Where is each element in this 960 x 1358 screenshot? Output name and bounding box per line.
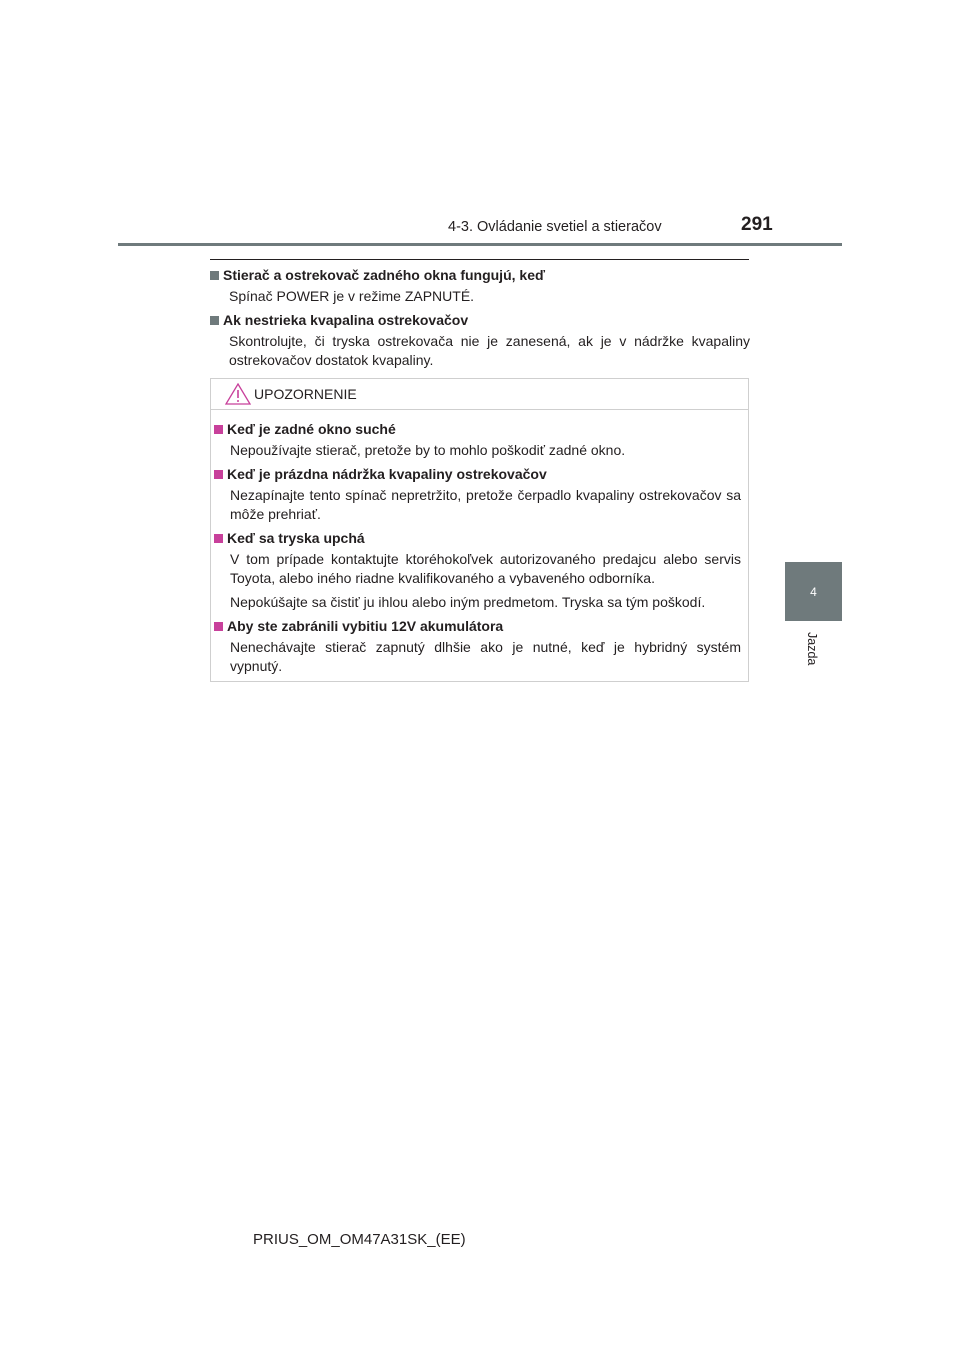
section-heading-text: Stierač a ostrekovač zadného okna fungujú, keď (223, 267, 546, 283)
caution-item-heading (214, 617, 741, 635)
section-heading (210, 311, 750, 329)
caution-item-text: Nepokúšajte sa čistiť ju ihlou alebo iným predmetom. Tryska sa tým poškodí. (230, 594, 706, 610)
caution-title: UPOZORNENIE (254, 386, 357, 402)
info-section (210, 311, 750, 370)
caution-item (211, 617, 741, 676)
document-code: PRIUS_OM_OM47A31SK_(EE) (253, 1231, 466, 1248)
warning-triangle-icon (225, 383, 251, 405)
page-number: 291 (741, 214, 773, 235)
section-heading-text: Ak nestrieka kvapalina ostrekovačov (223, 312, 469, 328)
info-section (210, 266, 750, 306)
section-heading (210, 266, 750, 284)
square-bullet-icon (210, 316, 219, 325)
main-content (210, 266, 750, 375)
caution-item-heading-text: Aby ste zabránili vybitiu 12V akumulátora (227, 618, 504, 634)
caution-item-heading-text: Keď sa tryska upchá (227, 530, 365, 546)
square-bullet-icon (214, 425, 223, 434)
caution-header (211, 379, 748, 410)
caution-item-heading (214, 529, 741, 547)
caution-body (211, 420, 741, 681)
caution-item-text: Nenechávajte stierač zapnutý dlhšie ako je nutné, keď je hybridný systém vypnutý. (230, 639, 741, 674)
section-text: Spínač POWER je v režime ZAPNUTÉ. (229, 288, 475, 304)
caution-item-heading-text: Keď je prázdna nádržka kvapaliny ostrekovačov (227, 466, 547, 482)
chapter-tab (785, 562, 842, 621)
header-rule (118, 243, 842, 246)
caution-item-text: Nezapínajte tento spínač nepretržito, pretože čerpadlo kvapaliny ostrekovačov sa môže prehriať. (230, 487, 741, 522)
caution-item-text: Nepoužívajte stierač, pretože by to mohlo poškodiť zadné okno. (230, 442, 626, 458)
chapter-label: Jazda (805, 632, 819, 666)
square-bullet-icon (214, 534, 223, 543)
caution-item-heading (214, 465, 741, 483)
caution-item-heading (214, 420, 741, 438)
square-bullet-icon (210, 271, 219, 280)
section-title: 4-3. Ovládanie svetiel a stieračov (448, 219, 662, 235)
square-bullet-icon (214, 622, 223, 631)
caution-item (211, 420, 741, 460)
chapter-number: 4 (810, 584, 817, 599)
section-text: Skontrolujte, či tryska ostrekovača nie je zanesená, ak je v nádržke kvapaliny ostrekovačov dostatok kvapaliny. (229, 333, 750, 368)
caution-item-text: V tom prípade kontaktujte ktoréhokoľvek autorizovaného predajcu alebo servis Toyota, alebo iného riadne kvalifikovaného a vybaveného odborníka. (230, 551, 741, 586)
square-bullet-icon (214, 470, 223, 479)
caution-item-heading-text: Keď je zadné okno suché (227, 421, 396, 437)
caution-item (211, 529, 741, 612)
caution-item (211, 465, 741, 524)
content-top-rule (210, 259, 749, 260)
caution-box (210, 378, 749, 682)
